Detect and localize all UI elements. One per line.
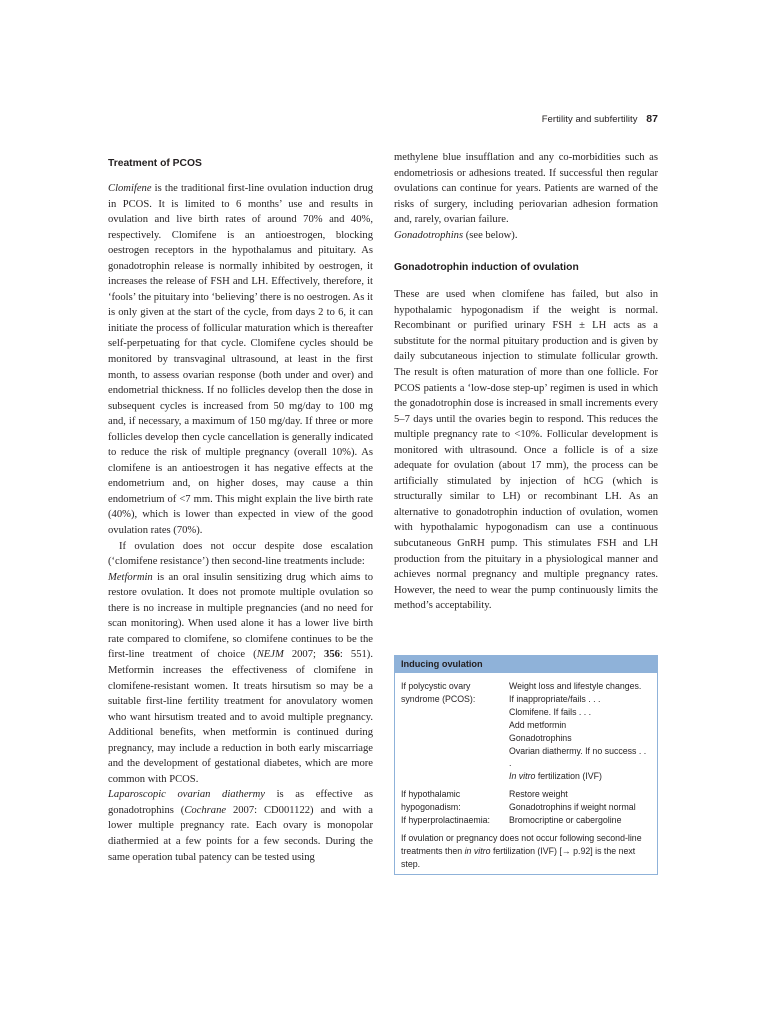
inducing-ovulation-box	[394, 655, 658, 875]
paragraph-gonadotrophins: These are used when clomifene has failed, but also in hypothalamic hypogonadism if the weight is normal. Recombinant or purified urinary FSH ± LH acts as a substitute for the normal pituitary production and is given by daily subcutaneous injection to stimulate follicular growth. The result is often maturation of more than one follicle. For PCOS patients a ‘low-dose step-up’ regimen is used in which the gonadotrophin dose is increased in small increments every 5–7 days until the ovaries begin to respond. This reduces the multiple pregnancy rate to <10%. Follicular development is monitored with ultrasound. Once a follicle is of a size adequate for ovulation (about 17 mm), the process can be artificially stimulated by injection of hCG (which is structurally similar to LH) or recombinant LH. As an alternative to gonadotrophin induction of ovulation, women with hypothalamic hypogonadism can use a continuous subcutaneous GnRH pump. This stimulates FSH and LH production from the pituitary in a physiological manner and achieves normal pregnancy and multiple pregnancy rates. However, the need to wear the pump continuously limits the method’s acceptability.	[394, 289, 658, 612]
box-row-hypothalamic	[401, 788, 651, 827]
section-heading-treatment-of-pcos: Treatment of PCOS	[108, 158, 202, 169]
right-column	[394, 150, 658, 614]
box-body	[395, 673, 657, 871]
page-number: 87	[646, 113, 658, 125]
box-title: Inducing ovulation	[395, 656, 657, 673]
box-note-ivf: If ovulation or pregnancy does not occur following second-line treatments then in vitro fertilization (IVF) [→ p.92] is the next step.	[401, 832, 642, 869]
paragraph-continuation: methylene blue insufflation and any co-morbidities such as endometriosis or adhesions treated. If successful then regular ovulations can continue for years. Patients are warned of the risks of surgery, including periovarian adhesion formation and, rarely, ovarian failure. Gonadotrophins (see below).	[394, 152, 658, 241]
box-condition-hypothalamic: If hypothalamic hypogonadism: If hyperprolactinaemia:	[401, 789, 490, 826]
box-steps-pcos: Weight loss and lifestyle changes. If inappropriate/fails . . . Clomifene. If fails . . . Add metformin Gonadotrophins Ovarian diathermy. If no success . . . In vitro fertilization (IVF)	[509, 681, 647, 782]
left-column	[108, 150, 373, 865]
paragraph-clomifene: Clomifene is the traditional first-line ovulation induction drug in PCOS. It is limited to 6 months’ use and results in ovulation and live birth rates of around 70% and 40%, respectively. Clomifene is an antioestrogen, blocking oestrogen receptors in the hypothalamus and pituitary. As gonadotrophin release is normally inhibited by oestrogen, it increases the release of FSH and LH. Effectively, therefore, it ‘fools’ the pituitary into ‘believing’ there is no oestrogen. As it is only given at the start of the cycle, from days 2 to 6, it can initiate the process of follicular maturation which is thereafter self-perpetuating for that cycle. Clomifene cycles should be monitored by transvaginal ultrasound, at least in the first month, to assess ovarian response (both under and over) and endometrial thickness. If no follicles develop then the dose in subsequent cycles is increased from 50 mg/day to 100 mg and, if necessary, a maximum of 150 mg/day. If three or more follicles develop then cycle cancellation is generally indicated to reduce the risk of multiple pregnancy (overall 10%). As clomifene is an antioestrogen it has negative effects at the endometrium and, on higher doses, may cause a thin endometrium of <7 mm. This might explain the live birth rate (40%), which is lower than expected in view of the good ovulation rates (70%).	[108, 183, 373, 537]
running-head-title: Fertility and subfertility	[541, 114, 638, 125]
box-condition-pcos: If polycystic ovary syndrome (PCOS):	[401, 681, 476, 704]
section-heading-gonadotrophin-induction: Gonadotrophin induction of ovulation	[394, 262, 579, 274]
box-row-pcos	[401, 680, 651, 783]
paragraph-ovarian-diathermy: Laparoscopic ovarian diathermy is as effective as gonadotrophins (Cochrane 2007: CD001122) and with a lower multiple pregnancy rate. Each ovary is monopolar diathermied at a few points for a few seconds. During the same operation tubal patency can be tested using	[108, 789, 373, 863]
running-head	[542, 113, 658, 125]
paragraph-clomifene-resistance: If ovulation does not occur despite dose escalation (‘clomifene resistance’) then second-line treatments include:	[108, 540, 373, 568]
paragraph-metformin: Metformin is an oral insulin sensitizing drug which aims to restore ovulation. It does not promote multiple ovulation so there is no increase in multiple pregnancies (and no need for scan monitoring). When used alone it has a lower live birth rate compared to clomifene, so clomifene continues to be the first-line treatment of choice (NEJM 2007; 356: 551). Metformin increases the effectiveness of clomifene in clomifene-resistant women. It treats hirsutism so may be a suitable first-line fertility treatment for anovulatory women who want hirsutism treated and to avoid multiple pregnancy. Additional benefits, when metformin is continued during pregnancy, may include a reduction in both early miscarriage and the development of gestational diabetes, which are more common with PCOS.	[108, 571, 373, 785]
box-steps-hypothalamic: Restore weight Gonadotrophins if weight normal Bromocriptine or cabergoline	[509, 789, 636, 826]
